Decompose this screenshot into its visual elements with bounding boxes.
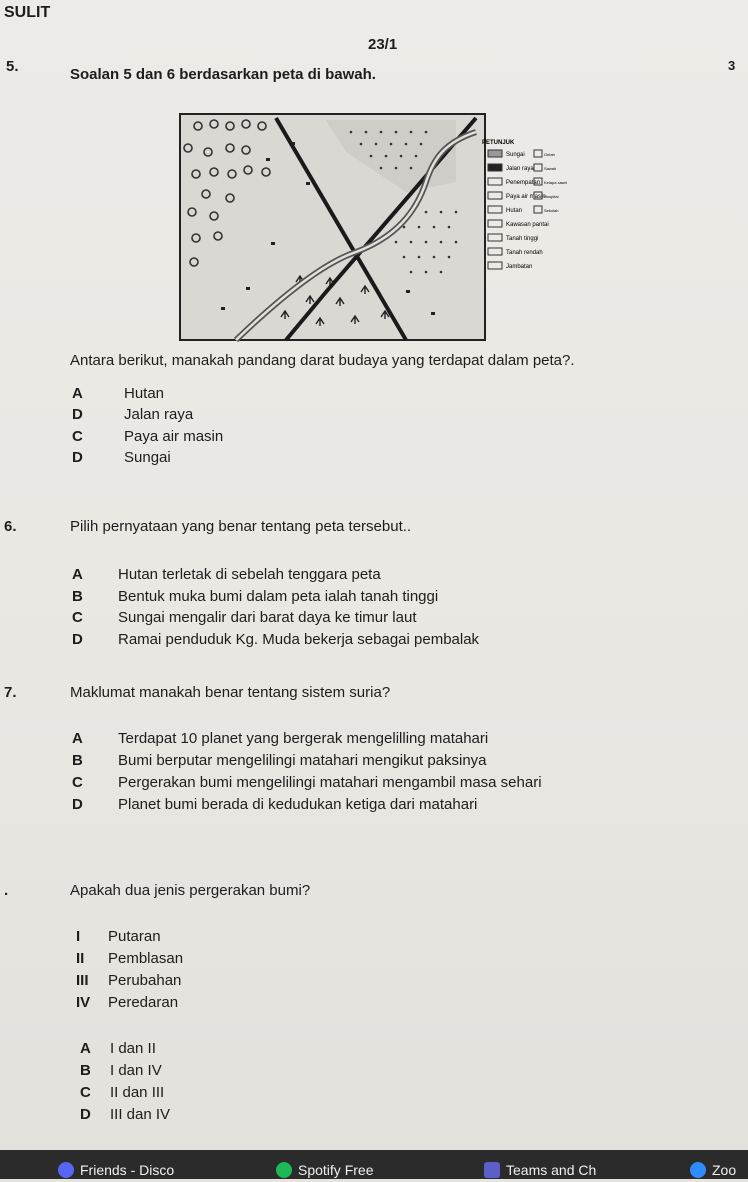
teams-icon [484, 1162, 500, 1178]
q8-item-numeral: IV [76, 994, 91, 1011]
q8-item-text: Putaran [108, 928, 161, 945]
q8-option-text[interactable]: I dan II [110, 1040, 156, 1057]
intro-text: Soalan 5 dan 6 berdasarkan peta di bawah. [70, 66, 376, 83]
legend-item: Tanah rendah [506, 250, 543, 256]
legend-item: Tanah tinggi [506, 236, 539, 242]
q5-option-text[interactable]: Hutan [124, 385, 165, 402]
q8-item-numeral: I [76, 928, 81, 945]
q8-option-letter: C [80, 1084, 91, 1101]
legend-symbols [488, 150, 502, 269]
legend-item-right: Sawah [544, 166, 557, 171]
q5-text: Antara berikut, manakah pandang darat budaya yang terdapat dalam peta?. [70, 352, 575, 369]
q7-option-letter: A [72, 730, 83, 747]
legend-item: Penempatan [506, 180, 541, 186]
legend-item-right: Hospital [544, 194, 559, 199]
q8-item-text: Pemblasan [108, 950, 184, 967]
q5-option-letter: D [72, 449, 83, 466]
legend-item-right: Kelapa sawit [544, 180, 567, 185]
q8-option-letter: A [80, 1040, 91, 1057]
q7-option-letter: D [72, 796, 83, 813]
q6-option-text[interactable]: Ramai penduduk Kg. Muda bekerja sebagai pembalak [118, 631, 480, 648]
q7-option-text[interactable]: Planet bumi berada di kedudukan ketiga dari matahari [118, 796, 478, 813]
map-svg [176, 112, 567, 344]
q8-number: . [4, 882, 9, 899]
header-label: SULIT [4, 4, 51, 21]
q6-option-text[interactable]: Bentuk muka bumi dalam peta ialah tanah tinggi [118, 588, 439, 605]
q7-text: Maklumat manakah benar tentang sistem suria? [70, 684, 391, 701]
q7-option-text[interactable]: Terdapat 10 planet yang bergerak mengelilling matahari [118, 730, 489, 747]
paper-code: 23/1 [368, 36, 398, 53]
legend-item: Hutan [506, 208, 523, 214]
q7-option-text[interactable]: Bumi berputar mengelilingi matahari mengikut paksinya [118, 752, 487, 769]
q6-number: 6. [4, 518, 17, 535]
legend-item: Sungai [506, 152, 525, 158]
q6-option-letter: A [72, 566, 83, 583]
q5-option-letter: C [72, 428, 83, 445]
legend-item: Kawasan pantai [506, 222, 549, 228]
q8-option-text[interactable]: III dan IV [110, 1106, 171, 1123]
spotify-icon [276, 1162, 292, 1178]
q7-option-letter: C [72, 774, 83, 791]
taskbar-item-discord[interactable] [58, 1158, 174, 1182]
q7-number: 7. [4, 684, 17, 701]
q8-option-letter: B [80, 1062, 91, 1079]
q6-option-letter: D [72, 631, 83, 648]
q8-item-numeral: III [76, 972, 89, 989]
q5-option-text[interactable]: Sungai [124, 449, 171, 466]
map-figure [176, 112, 567, 344]
legend-item-right: Sekolah [544, 208, 559, 213]
q8-option-letter: D [80, 1106, 91, 1123]
q6-option-text[interactable]: Hutan terletak di sebelah tenggara peta [118, 566, 381, 583]
taskbar-item-zoom[interactable] [690, 1158, 736, 1182]
discord-icon [58, 1162, 74, 1178]
intro-number: 5. [6, 58, 19, 75]
q8-item-numeral: II [76, 950, 85, 967]
legend-item: Paya air masin [506, 194, 546, 200]
q8-item-text: Peredaran [108, 994, 179, 1011]
legend-item: Jambatan [506, 264, 533, 270]
taskbar-item-label: Spotify Free [298, 1162, 374, 1178]
legend-item-right: Getah [544, 152, 555, 157]
q7-option-text[interactable]: Pergerakan bumi mengelilingi matahari mengambil masa sehari [118, 774, 542, 791]
q6-option-letter: B [72, 588, 83, 605]
q8-item-text: Perubahan [108, 972, 182, 989]
taskbar-item-label: Teams and Ch [506, 1162, 597, 1178]
q7-option-letter: B [72, 752, 83, 769]
q6-text: Pilih pernyataan yang benar tentang peta tersebut.. [70, 518, 412, 535]
taskbar-item-spotify[interactable] [276, 1158, 373, 1182]
taskbar-item-label: Friends - Disco [80, 1162, 175, 1178]
q6-option-letter: C [72, 609, 83, 626]
page-number: 3 [728, 58, 736, 73]
q8-option-text[interactable]: I dan IV [110, 1062, 162, 1079]
q8-option-text[interactable]: II dan III [110, 1084, 165, 1101]
q8-text: Apakah dua jenis pergerakan bumi? [70, 882, 311, 899]
zoom-icon [690, 1162, 706, 1178]
q6-option-text[interactable]: Sungai mengalir dari barat daya ke timur laut [118, 609, 417, 626]
q5-option-text[interactable]: Jalan raya [124, 406, 194, 423]
legend-title: PETUNJUK [482, 140, 515, 146]
q5-option-text[interactable]: Paya air masin [124, 428, 224, 445]
taskbar [0, 1150, 748, 1179]
legend-item: Jalan raya [506, 166, 534, 172]
q5-option-letter: A [72, 385, 83, 402]
taskbar-item-label: Zoo [712, 1162, 737, 1178]
q5-option-letter: D [72, 406, 83, 423]
taskbar-item-teams[interactable] [484, 1158, 596, 1182]
